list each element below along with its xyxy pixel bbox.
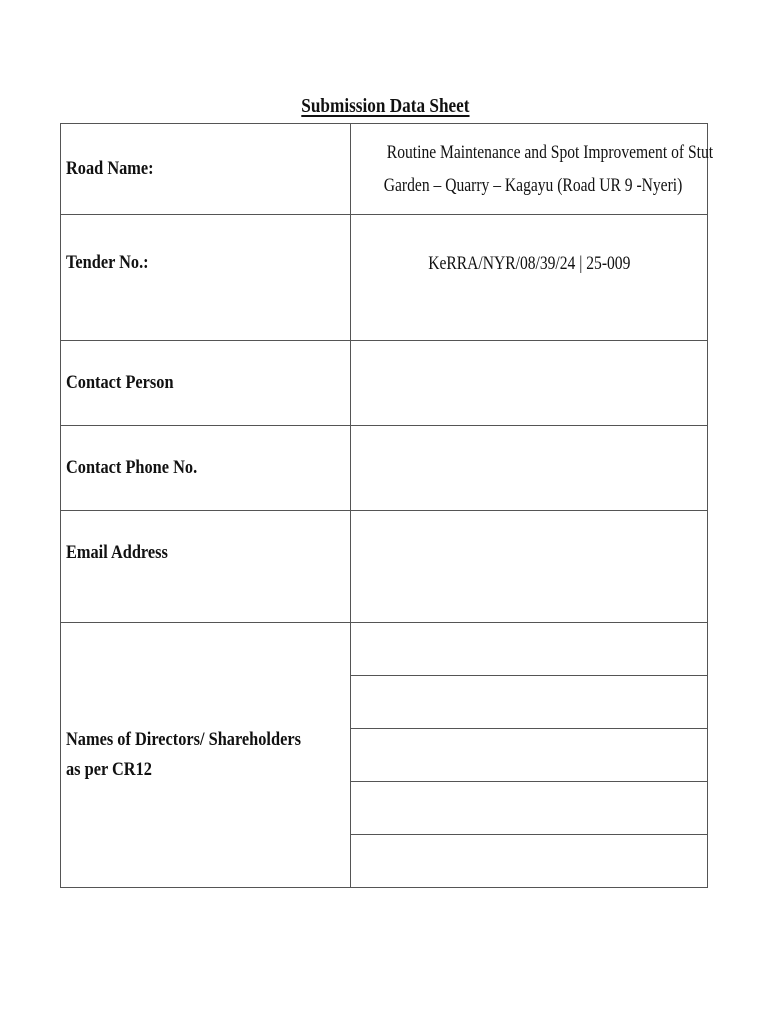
contact-phone-field[interactable]: [351, 426, 708, 511]
contact-person-label-cell: [61, 341, 351, 426]
email-field[interactable]: [351, 511, 708, 623]
contact-person-row: [61, 341, 708, 426]
road-name-value-line1: Routine Maintenance and Spot Improvement of Stut: [386, 142, 714, 163]
tender-no-row: [61, 215, 708, 341]
directors-label-line2: as per CR12: [66, 759, 152, 780]
road-name-row: [61, 124, 708, 215]
email-label-cell: [61, 511, 351, 623]
director-entry-field[interactable]: [351, 782, 708, 835]
road-name-value-line2: Garden – Quarry – Kagayu (Road UR 9 -Nyeri): [383, 175, 683, 196]
tender-no-label-cell: [61, 215, 351, 341]
director-entry-field[interactable]: [351, 623, 708, 676]
road-name-label: Road Name:: [66, 158, 154, 179]
directors-label-cell: [61, 623, 351, 888]
contact-phone-label-cell: [61, 426, 351, 511]
contact-person-label: Contact Person: [66, 372, 174, 393]
tender-no-label: Tender No.:: [66, 252, 149, 273]
road-name-label-cell: [61, 124, 351, 215]
contact-person-field[interactable]: [351, 341, 708, 426]
director-entry-field[interactable]: [351, 835, 708, 888]
road-name-value-cell[interactable]: [351, 124, 714, 215]
tender-no-value: KeRRA/NYR/08/39/24 | 25-009: [427, 253, 631, 274]
contact-phone-row: [61, 426, 708, 511]
directors-row-1: [61, 623, 708, 676]
directors-label-line1: Names of Directors/ Shareholders: [66, 729, 301, 750]
submission-data-table: [60, 123, 714, 888]
director-entry-field[interactable]: [351, 729, 708, 782]
director-entry-field[interactable]: [351, 676, 708, 729]
document-title: Submission Data Sheet: [301, 95, 470, 117]
email-label: Email Address: [66, 542, 168, 563]
email-row: [61, 511, 708, 623]
contact-phone-label: Contact Phone No.: [66, 457, 198, 478]
tender-no-value-cell[interactable]: [351, 215, 708, 341]
